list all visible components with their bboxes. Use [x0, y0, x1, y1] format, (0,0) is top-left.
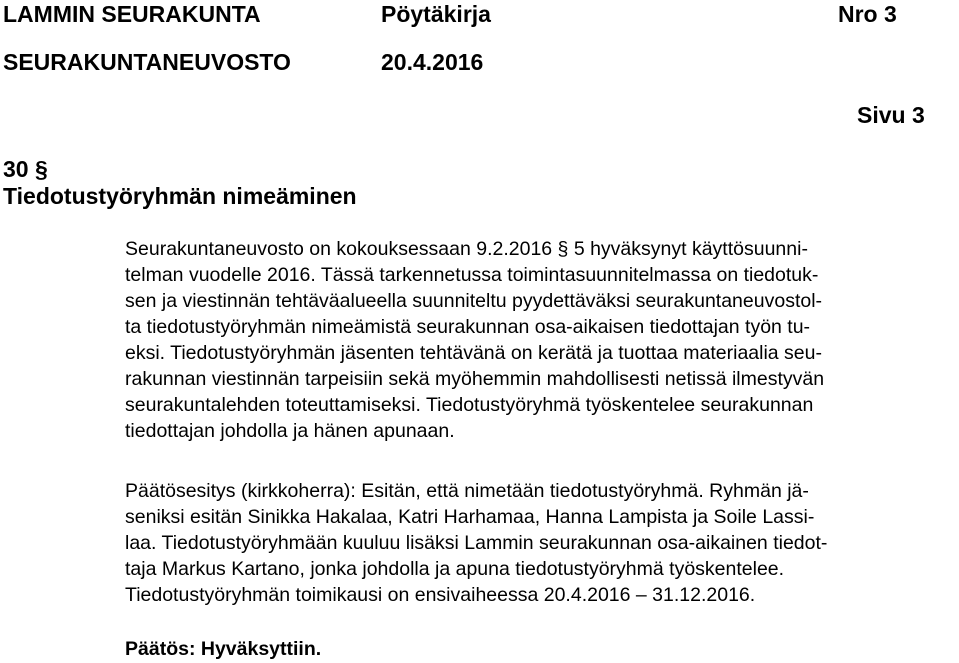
meeting-date: 20.4.2016 [381, 49, 484, 75]
section-title: Tiedotustyöryhmän nimeäminen [3, 183, 357, 209]
page-number: Sivu 3 [857, 102, 925, 128]
background-paragraph [125, 236, 824, 444]
text-line: Seurakuntaneuvosto on kokouksessaan 9.2.2016 § 5 hyväksynyt käyttösuunni- [125, 238, 808, 260]
document-type: Pöytäkirja [381, 1, 491, 27]
text-line: eksi. Tiedotustyöryhmän jäsenten tehtävänä on kerätä ja tuottaa materiaalia seu- [125, 342, 822, 364]
text-line: laa. Tiedotustyöryhmään kuuluu lisäksi Lammin seurakunnan osa-aikainen tiedot- [125, 532, 828, 554]
text-line: ta tiedotustyöryhmän nimeämistä seurakunnan osa-aikaisen tiedottajan työn tu- [125, 316, 811, 338]
text-line: Tiedotustyöryhmän toimikausi on ensivaiheessa 20.4.2016 – 31.12.2016. [125, 584, 756, 606]
document-number: Nro 3 [838, 1, 897, 27]
text-line: telman vuodelle 2016. Tässä tarkennetussa toimintasuunnitelmassa on tiedotuk- [125, 264, 819, 286]
text-line: seniksi esitän Sinikka Hakalaa, Katri Harhamaa, Hanna Lampista ja Soile Lassi- [125, 506, 815, 528]
proposal-paragraph [125, 478, 827, 608]
section-number: 30 § [3, 156, 48, 182]
parish-name: LAMMIN SEURAKUNTA [3, 1, 261, 27]
text-line: tiedottajan johdolla ja hänen apunaan. [125, 420, 455, 442]
council-name: SEURAKUNTANEUVOSTO [3, 49, 291, 75]
text-line: taja Markus Kartano, jonka johdolla ja apuna tiedotustyöryhmä työskentelee. [125, 558, 785, 580]
text-line: seurakuntalehden toteuttamiseksi. Tiedotustyöryhmä työskentelee seurakunnan [125, 394, 814, 416]
decision-text: Päätös: Hyväksyttiin. [125, 638, 322, 660]
text-line: Päätösesitys (kirkkoherra): Esitän, että nimetään tiedotustyöryhmä. Ryhmän jä- [125, 480, 809, 502]
text-line: rakunnan viestinnän tarpeisiin sekä myöhemmin mahdollisesti netissä ilmestyvän [125, 368, 825, 390]
text-line: sen ja viestinnän tehtäväalueella suunniteltu pyydettäväksi seurakuntaneuvostol- [125, 290, 823, 312]
